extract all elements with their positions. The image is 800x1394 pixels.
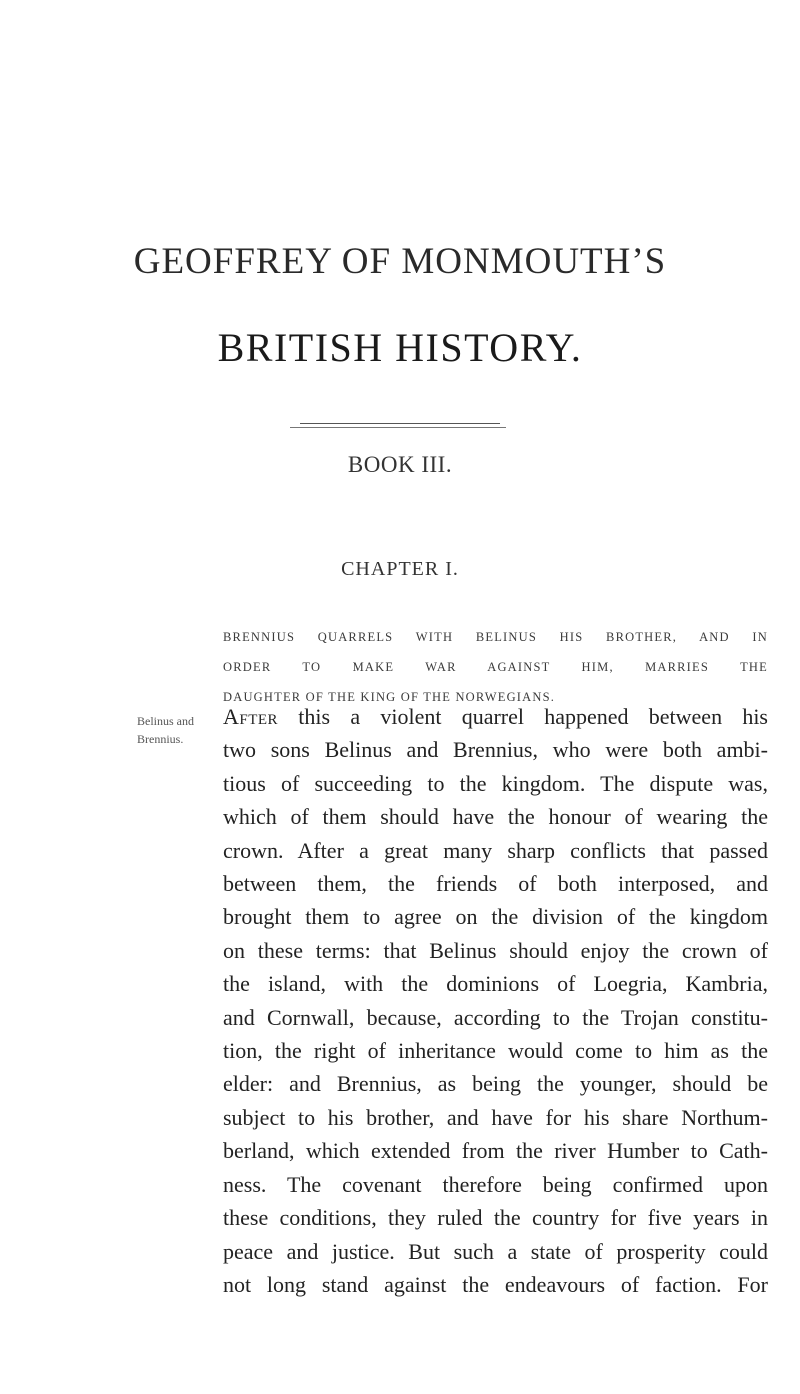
body-text: [223, 700, 768, 1301]
body-line: ness. The covenant therefore being confirmed upon: [223, 1171, 768, 1197]
margin-note: Belinus and Brennius.: [137, 714, 194, 746]
summary-line: DAUGHTER OF THE KING OF THE NORWEGIANS.: [223, 690, 556, 704]
body-line: between them, the friends of both interposed, and: [223, 871, 768, 897]
running-title: GEOFFREY OF MONMOUTH’S: [133, 241, 667, 282]
body-line: subject to his brother, and have for his share Northum-: [223, 1104, 768, 1130]
book-heading: BOOK III.: [347, 452, 453, 477]
divider-rule: [300, 423, 500, 424]
body-line: brought them to agree on the division of the kingdom: [223, 904, 768, 930]
summary-line: ORDER TO MAKE WAR AGAINST HIM, MARRIES THE: [223, 660, 768, 674]
body-first-word: After: [223, 704, 279, 729]
chapter-heading: CHAPTER I.: [341, 558, 459, 580]
body-line: berland, which extended from the river Humber to Cath-: [223, 1138, 768, 1164]
body-line: peace and justice. But such a state of prosperity could: [223, 1238, 768, 1264]
body-line: tion, the right of inheritance would come to him as the: [223, 1038, 768, 1064]
body-line: tious of succeeding to the kingdom. The dispute was,: [223, 770, 768, 796]
body-line: crown. After a great many sharp conflicts that passed: [223, 837, 768, 863]
body-line: two sons Belinus and Brennius, who were both ambi-: [223, 737, 768, 763]
body-line: elder: and Brennius, as being the younger, should be: [223, 1071, 768, 1097]
page-title: BRITISH HISTORY.: [217, 325, 583, 370]
body-line: on these terms: that Belinus should enjoy the crown of: [223, 937, 768, 963]
body-line-text: this a violent quarrel happened between his: [278, 704, 768, 729]
body-line: the island, with the dominions of Loegria, Kambria,: [223, 971, 768, 997]
body-line: and Cornwall, because, according to the Trojan constitu-: [223, 1004, 768, 1030]
body-line: not long stand against the endeavours of faction. For: [223, 1271, 768, 1297]
chapter-summary: [223, 622, 768, 712]
divider-rule-secondary: [290, 427, 506, 428]
summary-line: BRENNIUS QUARRELS WITH BELINUS HIS BROTHER, AND IN: [223, 630, 768, 644]
body-line: these conditions, they ruled the country for five years in: [223, 1205, 768, 1231]
body-line: [223, 700, 768, 733]
body-line: which of them should have the honour of wearing the: [223, 804, 768, 830]
